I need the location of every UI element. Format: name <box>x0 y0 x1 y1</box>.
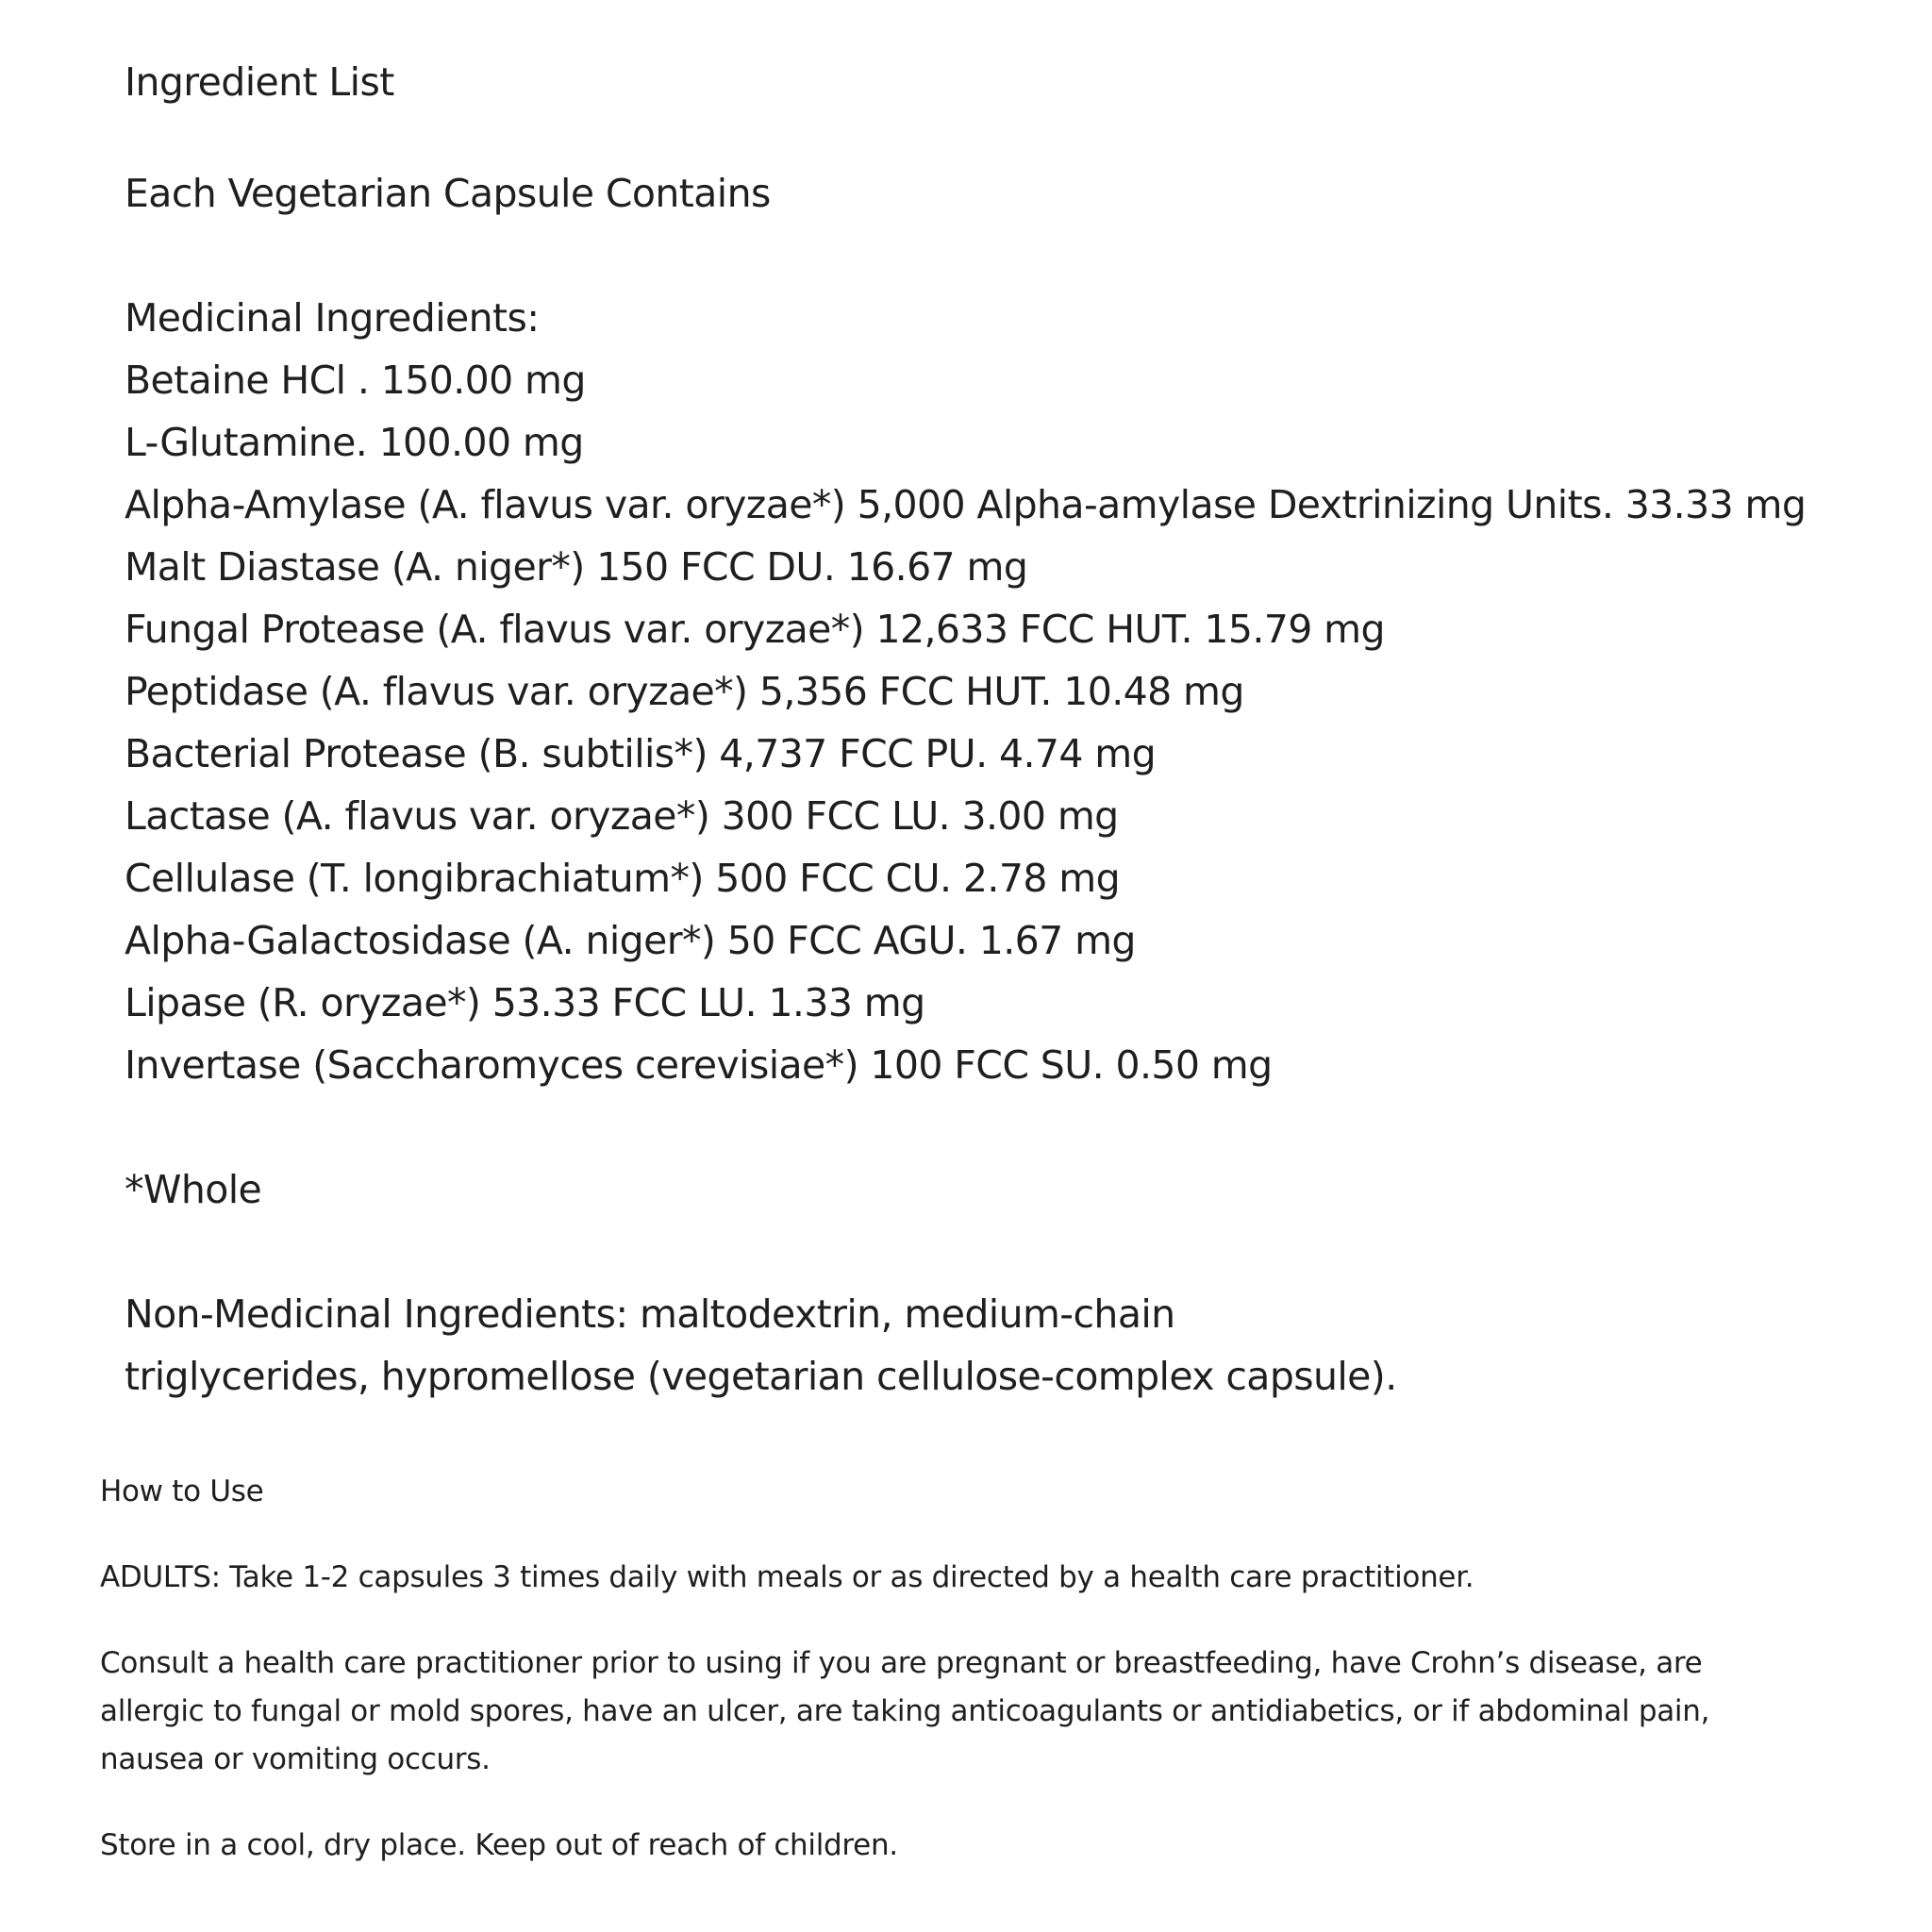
list-item: Lipase (R. oryzae*) 53.33 FCC LU. 1.33 mg <box>125 980 925 1025</box>
list-item: Bacterial Protease (B. subtilis*) 4,737 FCC PU. 4.74 mg <box>125 731 1157 776</box>
medicinal-ingredients-list <box>125 349 1898 1096</box>
list-item: Cellulase (T. longibrachiatum*) 500 FCC CU. 2.78 mg <box>125 856 1120 901</box>
list-item: Betaine HCl . 150.00 mg <box>125 358 586 403</box>
list-item: Lactase (A. flavus var. oryzae*) 300 FCC LU. 3.00 mg <box>125 793 1119 839</box>
consult-line-2: allergic to fungal or mold spores, have an ulcer, are taking anticoagulants or antidiabetics, or if abdominal pain, <box>100 1694 1710 1728</box>
capsule-contains-subtitle: Each Vegetarian Capsule Contains <box>125 171 771 216</box>
how-to-use-section <box>100 1468 1855 1870</box>
consult-line-3: nausea or vomiting occurs. <box>100 1742 491 1776</box>
consult-warning <box>100 1640 1855 1784</box>
list-item: Invertase (Saccharomyces cerevisiae*) 100 FCC SU. 0.50 mg <box>125 1042 1273 1088</box>
ingredient-list-title: Ingredient List <box>125 59 394 105</box>
consult-line-1: Consult a health care practitioner prior to using if you are pregnant or breastfeeding, have Crohn’s disease, are <box>100 1646 1703 1680</box>
how-to-use-title: How to Use <box>100 1474 264 1508</box>
non-medicinal-line-1: Non-Medicinal Ingredients: maltodextrin, medium-chain <box>125 1291 1175 1337</box>
storage-note: Store in a cool, dry place. Keep out of reach of children. <box>100 1828 898 1862</box>
non-medicinal-line-2: triglycerides, hypromellose (vegetarian cellulose-complex capsule). <box>125 1354 1397 1399</box>
footnote-whole: *Whole <box>125 1167 262 1212</box>
medicinal-ingredients-heading: Medicinal Ingredients: <box>125 295 540 341</box>
ingredient-section <box>125 51 1898 1407</box>
list-item: Peptidase (A. flavus var. oryzae*) 5,356 FCC HUT. 10.48 mg <box>125 669 1244 714</box>
list-item: Alpha-Galactosidase (A. niger*) 50 FCC AGU. 1.67 mg <box>125 918 1136 963</box>
list-item: L-Glutamine. 100.00 mg <box>125 420 584 465</box>
list-item: Fungal Protease (A. flavus var. oryzae*) 12,633 FCC HUT. 15.79 mg <box>125 607 1385 652</box>
adults-dosage: ADULTS: Take 1-2 capsules 3 times daily with meals or as directed by a health care practitioner. <box>100 1560 1474 1594</box>
list-item: Malt Diastase (A. niger*) 150 FCC DU. 16.67 mg <box>125 544 1028 590</box>
list-item: Alpha-Amylase (A. flavus var. oryzae*) 5,000 Alpha-amylase Dextrinizing Units. 33.33 mg <box>125 482 1807 527</box>
